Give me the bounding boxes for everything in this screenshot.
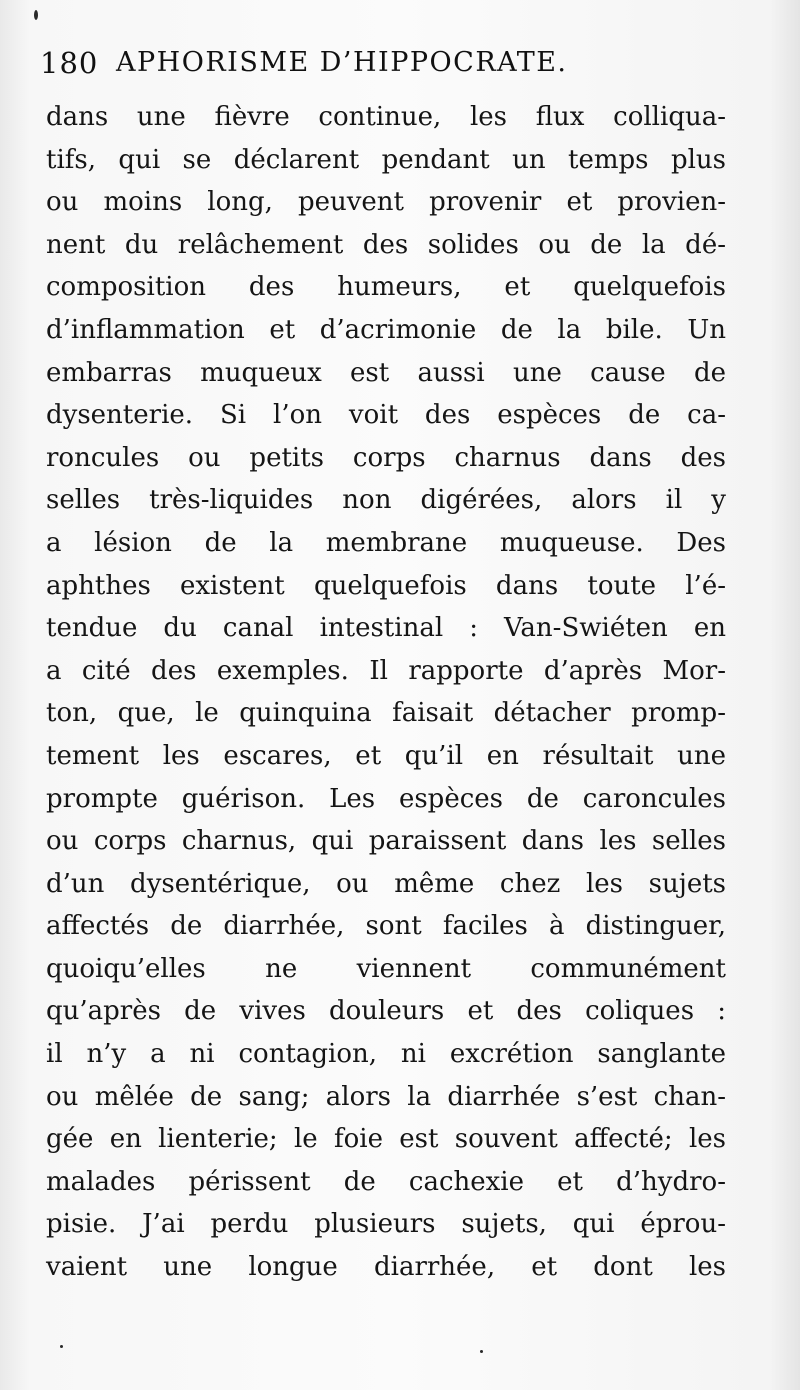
text-line: gée en lienterie; le foie est souvent affecté; les [46, 1124, 726, 1155]
ink-speck [480, 1350, 483, 1353]
text-line: tendue du canal intestinal : Van-Swiéten en [46, 613, 726, 644]
text-line: pisie. J’ai perdu plusieurs sujets, qui éprou- [46, 1209, 726, 1240]
text-line: nent du relâchement des solides ou de la dé- [46, 229, 726, 260]
ink-speck [60, 1345, 63, 1348]
text-line: vaient une longue diarrhée, et dont les [46, 1252, 726, 1283]
text-line: qu’après de vives douleurs et des coliques : [46, 996, 726, 1027]
body-text [46, 96, 726, 1289]
text-line: a cité des exemples. Il rapporte d’après Mor- [46, 655, 726, 686]
text-line: affectés de diarrhée, sont faciles à distinguer, [46, 911, 726, 942]
ink-speck [34, 10, 38, 20]
text-line: malades périssent de cachexie et d’hydro- [46, 1166, 726, 1197]
text-line: tifs, qui se déclarent pendant un temps plus [46, 144, 726, 175]
text-line: roncules ou petits corps charnus dans des [46, 442, 726, 473]
text-line: prompte guérison. Les espèces de caroncules [46, 783, 726, 814]
page-number: 180 [40, 46, 99, 80]
text-line: quoiqu’elles ne viennent communément [46, 953, 726, 984]
text-line: tement les escares, et qu’il en résultait une [46, 740, 726, 771]
text-line: selles très-liquides non digérées, alors il y [46, 485, 726, 516]
page-header [40, 46, 760, 92]
text-line: dans une fièvre continue, les flux colliqua- [46, 102, 726, 132]
text-line: ou corps charnus, qui paraissent dans les selles [46, 826, 726, 857]
text-line: il n’y a ni contagion, ni excrétion sanglante [46, 1039, 726, 1070]
text-line: ou mêlée de sang; alors la diarrhée s’est chan- [46, 1081, 726, 1112]
text-line: d’un dysentérique, ou même chez les sujets [46, 868, 726, 899]
text-line: composition des humeurs, et quelquefois [46, 272, 726, 303]
text-line: ton, que, le quinquina faisait détacher promp- [46, 698, 726, 729]
text-line: a lésion de la membrane muqueuse. Des [46, 527, 726, 558]
text-line: ou moins long, peuvent provenir et provien- [46, 187, 726, 218]
text-line: embarras muqueux est aussi une cause de [46, 357, 726, 388]
text-line: aphthes existent quelquefois dans toute l’é- [46, 570, 726, 601]
text-line: d’inflammation et d’acrimonie de la bile. Un [46, 314, 726, 345]
running-title: APHORISME D’HIPPOCRATE. [116, 47, 568, 78]
text-line: dysenterie. Si l’on voit des espèces de ca- [46, 400, 726, 431]
